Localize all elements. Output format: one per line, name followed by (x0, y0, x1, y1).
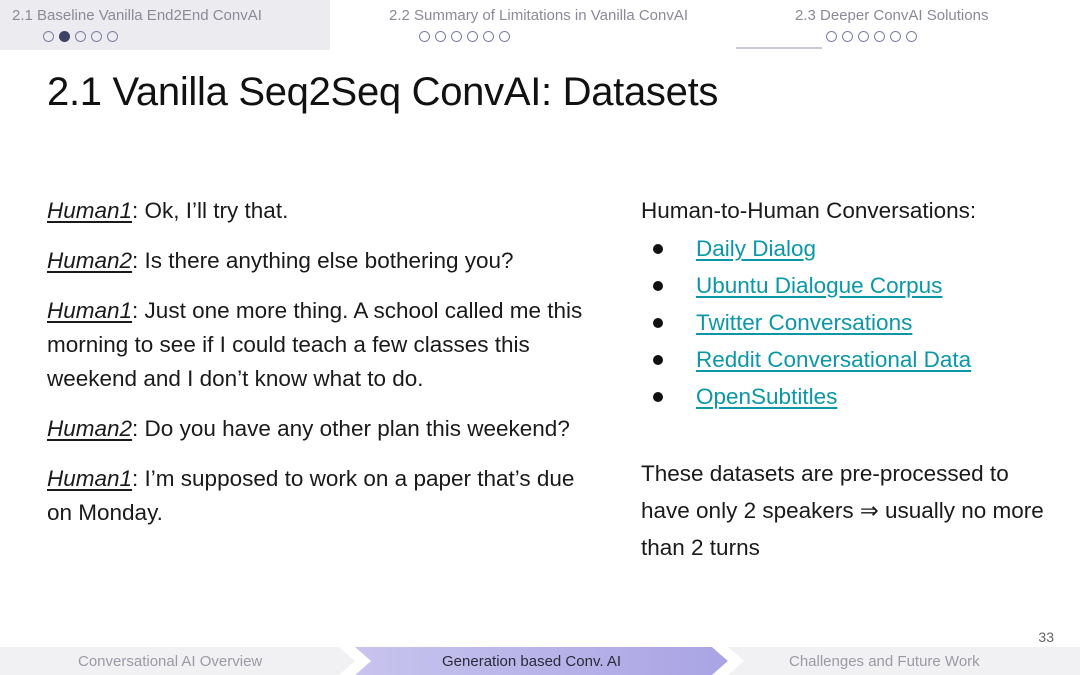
page-number: 33 (1038, 629, 1054, 645)
nav-section-title[interactable]: 2.3 Deeper ConvAI Solutions (795, 7, 989, 24)
slide-dot[interactable] (874, 31, 885, 42)
speaker-label: Human1 (47, 298, 133, 323)
datasets-panel (641, 194, 1061, 566)
slide-dot[interactable] (826, 31, 837, 42)
chapter-link-generation[interactable]: Generation based Conv. AI (442, 653, 622, 670)
dialogue-turn (47, 294, 587, 396)
dataset-link-reddit-conversational-data[interactable]: Reddit Conversational Data (696, 347, 972, 372)
speaker-label: Human2 (47, 416, 133, 441)
utterance-text: : Is there anything else bothering you? (132, 248, 514, 273)
slide-dot[interactable] (467, 31, 478, 42)
bullet-icon (653, 392, 663, 402)
datasets-note: These datasets are pre-processed to have only 2 speakers ⇒ usually no more than 2 turns (641, 461, 1044, 560)
nav-section-title[interactable]: 2.1 Baseline Vanilla End2End ConvAI (12, 7, 262, 24)
dataset-link-daily-dialog[interactable]: Daily Dialog (696, 236, 817, 261)
nav-progress-dots (419, 31, 510, 42)
dialogue-turn (47, 462, 587, 530)
slide-dot[interactable] (107, 31, 118, 42)
slide-dot[interactable] (435, 31, 446, 42)
slide-dot[interactable] (499, 31, 510, 42)
datasets-list (641, 230, 1061, 415)
nav-progress-dots (826, 31, 917, 42)
slide-dot[interactable] (842, 31, 853, 42)
bullet-icon (653, 318, 663, 328)
slide-dot[interactable] (858, 31, 869, 42)
nav-progress-dots (43, 31, 118, 42)
dataset-link-opensubtitles[interactable]: OpenSubtitles (696, 384, 838, 409)
bullet-icon (653, 355, 663, 365)
slide-dot[interactable] (75, 31, 86, 42)
nav-section-baseline[interactable] (0, 0, 330, 50)
list-item (641, 378, 1061, 415)
bullet-icon (653, 244, 663, 254)
slide-dot[interactable] (91, 31, 102, 42)
nav-divider (736, 47, 822, 49)
list-item (641, 267, 1061, 304)
datasets-heading: Human-to-Human Conversations: (641, 198, 977, 223)
slide-dot[interactable] (43, 31, 54, 42)
dialogue-turn (47, 244, 587, 278)
slide-title: 2.1 Vanilla Seq2Seq ConvAI: Datasets (47, 70, 719, 114)
top-navigation (0, 0, 1080, 50)
speaker-label: Human2 (47, 248, 133, 273)
slide-dot[interactable] (451, 31, 462, 42)
utterance-text: : I’m supposed to work on a paper that’s due on Monday. (47, 466, 575, 525)
list-item (641, 230, 1061, 267)
dialogue-turn (47, 412, 587, 446)
slide-dot[interactable] (890, 31, 901, 42)
dialogue-example (47, 194, 587, 530)
nav-section-deeper-solutions[interactable] (740, 0, 1080, 50)
chapter-link-challenges[interactable]: Challenges and Future Work (789, 653, 980, 670)
utterance-text: : Do you have any other plan this weekend? (132, 416, 570, 441)
chapter-link-overview[interactable]: Conversational AI Overview (78, 653, 263, 670)
slide-dot[interactable] (419, 31, 430, 42)
dataset-link-ubuntu-dialogue-corpus[interactable]: Ubuntu Dialogue Corpus (696, 273, 943, 298)
nav-section-title[interactable]: 2.2 Summary of Limitations in Vanilla ConvAI (389, 7, 689, 24)
speaker-label: Human1 (47, 198, 133, 223)
list-item (641, 304, 1061, 341)
list-item (641, 341, 1061, 378)
dialogue-turn (47, 194, 587, 228)
slide-dot[interactable] (906, 31, 917, 42)
utterance-text: : Ok, I’ll try that. (132, 198, 289, 223)
slide-dot[interactable] (483, 31, 494, 42)
nav-section-limitations[interactable] (330, 0, 740, 50)
bullet-icon (653, 281, 663, 291)
slide-dot-current[interactable] (59, 31, 70, 42)
utterance-text: : Just one more thing. A school called me this morning to see if I could teach a few classes this weekend and I don’t know what to do. (47, 298, 583, 391)
speaker-label: Human1 (47, 466, 133, 491)
dataset-link-twitter-conversations[interactable]: Twitter Conversations (696, 310, 913, 335)
bottom-navigation (0, 647, 1080, 675)
